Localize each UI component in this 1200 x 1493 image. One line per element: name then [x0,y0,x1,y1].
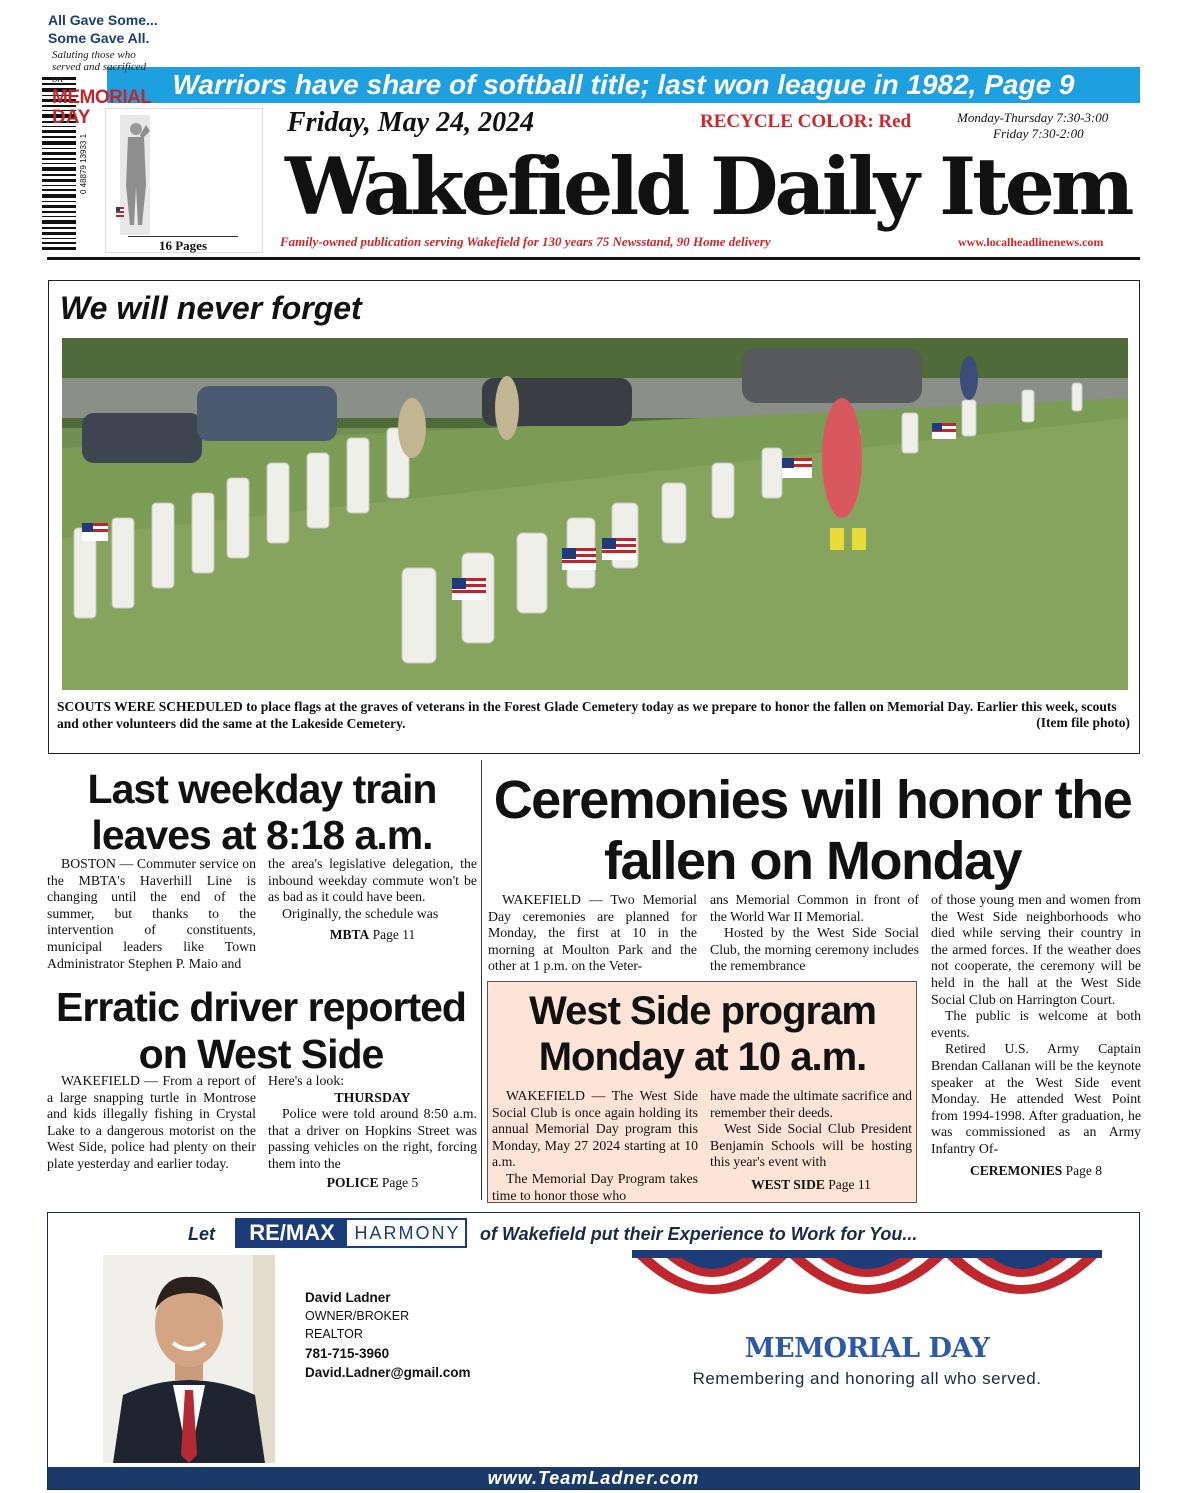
driver-body-col1 [47,1073,256,1173]
tagline: Family-owned publication serving Wakefield for 130 years 75 Newsstand, 90 Home delivery [280,234,771,249]
ceremonies-body-col3 [931,892,1141,1179]
driver-paragraph: Here's a look: [268,1073,345,1088]
driver-jump[interactable] [268,1175,477,1192]
photo-caption: SCOUTS WERE SCHEDULED to place flags at the graves of veterans in the Forest Glade Cemetery today as we prepare to honor the fallen on Memorial Day. Earlier this week, scouts and other volunteers did the same at the Lakeside Cemetery. [57,699,1117,731]
promo-line-5: DAY [52,107,91,128]
ceremonies-jump[interactable] [931,1163,1141,1180]
westside-body-col1 [492,1088,698,1204]
newspaper-title[interactable]: Wakefield Daily Item [285,140,1131,233]
driver-subhead: THURSDAY [334,1089,411,1105]
cemetery-photo[interactable] [62,338,1128,690]
photo-credit: (Item file photo) [1036,715,1130,730]
westside-paragraph: The Memorial Day Program takes time to honor those who [492,1170,698,1203]
agent-name: David Ladner [305,1290,391,1305]
saluting-soldier-icon [112,115,154,235]
barcode-number: 0 48879 13933 1 [79,133,88,195]
driver-paragraph: WAKEFIELD — From a report of a large snapping turtle in Montrose and kids illegally fishing in Crystal Lake to a dangerous motorist on the West Side, police had plenty on their plate yesterday and earlier today. [47,1073,256,1171]
train-paragraph: the area's legislative delegation, the inbound weekday commute won't be as bad as it could have been. [268,856,477,905]
ceremonies-paragraph: Hosted by the West Side Social Club, the morning ceremony includes the remembrance [710,925,919,974]
jump-label: MBTA [329,927,370,943]
memorial-day-title: MEMORIAL DAY [744,1333,990,1364]
patriotic-bunting-icon [632,1250,1102,1320]
ad-pitch: of Wakefield put their Experience to Work for You... [480,1224,918,1244]
ad-let-text: Let [188,1224,215,1244]
westside-headline[interactable]: West Side program Monday at 10 a.m. [529,989,876,1079]
masthead-divider [47,257,1140,260]
issue-date: Friday, May 24, 2024 [287,107,535,138]
driver-headline[interactable]: Erratic driver reported on West Side [56,984,466,1077]
driver-body-col2 [268,1073,477,1191]
agent-role: REALTOR [305,1327,363,1341]
ceremonies-paragraph: of those young men and women from the West Side neighborhoods who died while serving their country in the armed forces. If the weather does not cooperate, the ceremony will be held in the hall at the West Side Social Club on Harrington Court. [931,892,1141,1007]
agent-email[interactable]: David.Ladner@gmail.com [305,1365,471,1380]
jump-page: Page 11 [372,927,416,943]
jump-page: Page 8 [1065,1162,1102,1178]
agent-phone[interactable]: 781-715-3960 [305,1346,390,1361]
driver-paragraph: Police were told around 8:50 a.m. that a driver on Hopkins Street was passing vehicles on the right, forcing them into the [268,1106,477,1171]
westside-paragraph: WAKEFIELD — The West Side Social Club is once again holding its annual Memorial Day program this Monday, May 27 2024 starting at 10 a.m. [492,1088,698,1170]
train-paragraph: Originally, the schedule was [282,905,439,921]
memorial-day-promo[interactable] [105,108,263,253]
train-body-col2 [268,856,477,944]
remax-logo-harmony: HARMONY [354,1223,461,1243]
train-body-col1 [47,856,256,972]
ceremonies-paragraph: ans Memorial Common in front of the World War II Memorial. [710,892,919,924]
train-headline[interactable]: Last weekday train leaves at 8:18 a.m. [87,766,437,858]
ceremonies-body-col1 [488,892,697,975]
feature-heading: We will never forget [60,290,362,326]
ceremonies-headline[interactable]: Ceremonies will honor the fallen on Monday [493,770,1132,891]
westside-paragraph: West Side Social Club President Benjamin Schools will be hosting this year's event with [710,1121,912,1170]
promo-line-4: MEMORIAL [52,87,152,108]
train-paragraph: BOSTON — Commuter service on the MBTA's Haverhill Line is changing until the end of the summer, but thanks to the intervention of constituents, municipal leaders like Town Administrator Stephen P. Maio and [47,856,256,971]
jump-page: Page 5 [381,1174,419,1190]
ad-website-link[interactable]: www.TeamLadner.com [48,1467,1139,1489]
agent-role: OWNER/BROKER [305,1309,410,1323]
westside-paragraph: have made the ultimate sacrifice and remember their deeds. [710,1088,912,1120]
website-link[interactable]: www.localheadlinenews.com [958,235,1104,249]
page-count: 16 Pages [128,236,238,254]
office-hours-weekday: Monday-Thursday 7:30-3:00 [957,110,1109,125]
promo-line-1: All Gave Some... [48,12,158,28]
westside-jump[interactable] [710,1177,912,1194]
train-jump[interactable] [268,927,477,944]
ceremonies-paragraph: Retired U.S. Army Captain Brendan Callanan will be the keynote speaker at the West Side event Monday. He attended West Point from 1994-1998. After graduation, he was commissioned as an Army Infantry Of- [931,1041,1141,1156]
top-banner[interactable]: Warriors have share of softball title; last won league in 1982, Page 9 [107,67,1140,103]
office-hours-friday: Friday 7:30-2:00 [993,126,1084,141]
ceremonies-paragraph: The public is welcome at both events. [931,1008,1141,1040]
westside-body-col2 [710,1088,912,1194]
ceremonies-paragraph: WAKEFIELD — Two Memorial Day ceremonies are planned for Monday, the first at 10 in the morning at Moulton Park and the other at 1 p.m. on the Veter- [488,892,697,974]
jump-label: POLICE [326,1174,379,1190]
promo-line-3: Saluting those who served and sacrificed on [52,49,147,85]
column-divider [481,760,482,1200]
remax-logo-text: RE/MAX [237,1220,347,1246]
ceremonies-body-col2 [710,892,919,975]
recycle-color: RECYCLE COLOR: Red [700,111,912,132]
memorial-day-subtitle: Remembering and honoring all who served. [692,1369,1042,1388]
jump-page: Page 11 [828,1176,871,1192]
promo-line-2: Some Gave All. [48,30,150,46]
jump-label: WEST SIDE [751,1176,825,1192]
jump-label: CEREMONIES [969,1162,1063,1178]
agent-portrait [103,1255,275,1463]
